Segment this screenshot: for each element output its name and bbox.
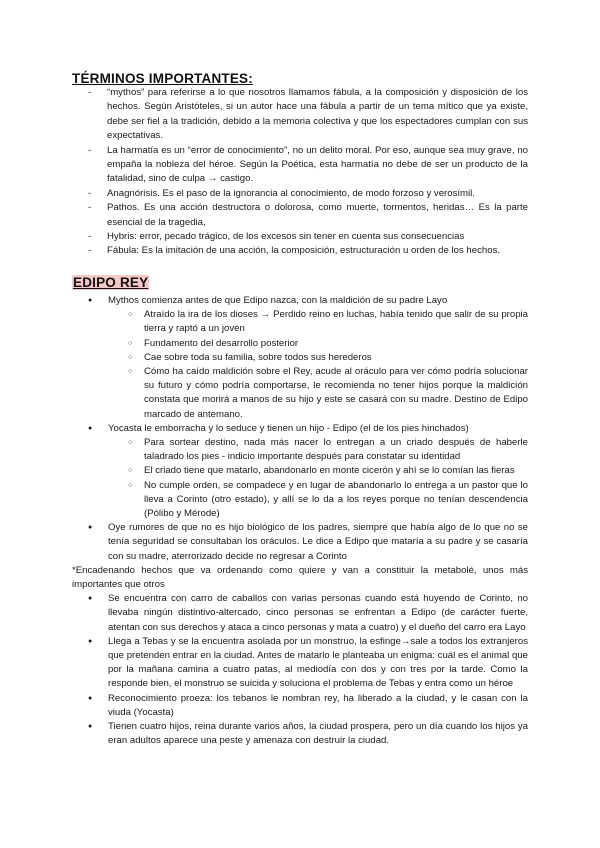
list-item: - La harmatía es un “error de conocimiento”, no un delito moral. Por eso, aunque sea muy grave, no empaña la nobleza del héroe. Según la Poética, esta harmatía no debe de ser un producto de la fatalidad, sino de culpa → castigo. [88, 144, 528, 187]
list-item: ● Reconocimiento proeza: los tebanos le nombran rey, ha liberado a la ciudad, y le casan con la viuda (Yocasta) [72, 692, 528, 720]
terms-list [88, 86, 528, 259]
sub-list-item: ○ El criado tiene que matarlo, abandonarlo en monte cicerón y ahí se lo comían las fieras [108, 464, 528, 478]
list-item: - Fábula: Es la imitación de una acción, la composición, estructuración u orden de los hechos. [88, 244, 528, 258]
sub-list [108, 308, 528, 422]
sub-list-item: ○ Para sortear destino, nada más nacer lo entregan a un criado después de haberle taladrado los pies - indicio importante después para constatar su identidad [108, 436, 528, 464]
sub-list-item: ○ Atraído la ira de los dioses → Perdido reino en luchas, había tenido que salir de su propia tierra y raptó a un joven [108, 308, 528, 336]
edipo-content [72, 294, 528, 749]
sub-list-item: ○ Fundamento del desarrollo posterior [108, 337, 528, 351]
sub-list-item: ○ Cae sobre toda su familia, sobre todos sus herederos [108, 351, 528, 365]
section-title-edipo: EDIPO REY [73, 275, 149, 290]
list-item: ● Se encuentra con carro de caballos con varias personas cuando está huyendo de Corinto, no llevaba ningún distintivo-altercado, cinco personas se enfrentan a Edipo (de carácter fuerte, atentan con sus derechos y ataca a cinco personas y mata a cuatro) y el dueño del carro era Layo [72, 592, 528, 635]
sub-list [108, 436, 528, 521]
list-item: - Pathos. Es una acción destructora o dolorosa, como muerte, tormentos, heridas… Es la parte esencial de la tragedia, [88, 201, 528, 230]
list-item: ● Tienen cuatro hijos, reina durante varios años, la ciudad prospera, pero un día cuando los hijos ya eran adultos aparece una peste y amenaza con destruir la ciudad. [72, 720, 528, 748]
list-item: - Anagnórisis. Es el paso de la ignorancia al conocimiento, de modo forzoso y verosímil. [88, 187, 528, 201]
sub-list-item: ○ Cómo ha caído maldición sobre el Rey, acude al oráculo para ver cómo podría solucionar su futuro y cómo podría comportarse, le recomienda no tener hijos porque la maldición constata que morirá a manos de su hijo y este se casará con su madre. Destino de Edipo marcado de antemano. [108, 365, 528, 422]
list-item [72, 422, 528, 521]
sub-list-item: ○ No cumple orden, se compadece y en lugar de abandonarlo lo entrega a un pastor que lo lleva a Corinto (otro estado), y allí se lo da a los reyes porque no tenían descendencia (Pólibo y Mérode) [108, 479, 528, 522]
list-item-text: Yocasta le emborracha y lo seduce y tienen un hijo - Edipo (el de los pies hinchados) [108, 422, 469, 434]
edipo-list-1 [72, 294, 528, 564]
list-item [72, 294, 528, 422]
list-item: - “mythos” para referirse a lo que nosotros llamamos fábula, a la composición y disposición de los hechos. Según Aristóteles, si un autor hace una fábula a partir de un tema mítico que ya existe, debe ser fiel a la tradición, debido a la memoria colectiva y que los espectadores cumplan con sus expectativas. [88, 86, 528, 144]
note-paragraph: *Encadenando hechos que va ordenando como quiere y van a constituir la metabolé, unos más importantes que otros [72, 564, 528, 591]
list-item: - Hybris: error, pecado trágico, de los excesos sin tener en cuenta sus consecuencias [88, 230, 528, 244]
list-item: ● Llega a Tebas y se la encuentra asolada por un monstruo, la esfinge→sale a todos los extranjeros que pretenden entrar en la ciudad. Antes de matarlo le planteaba un enigma: cuál es el animal que por la mañana camina a cuatro patas, al mediodía con dos y con tres por la tarde. Como la responde bien, el monstruo se suicida y soluciona el problema de Tebas y entra como un héroe [72, 635, 528, 692]
section-title-terminos: TÉRMINOS IMPORTANTES: [72, 71, 253, 86]
list-item: ● Oye rumores de que no es hijo biológico de los padres, siempre que había algo de lo que no se tenía seguridad se consultaban los oráculos. Le dice a Edipo que mataría a su padre y se casaría con su madre, aterrorizado decide no regresar a Corinto [72, 521, 528, 564]
edipo-list-2 [72, 592, 528, 748]
list-item-text: Mythos comienza antes de que Edipo nazca, con la maldición de su padre Layo [108, 295, 448, 306]
